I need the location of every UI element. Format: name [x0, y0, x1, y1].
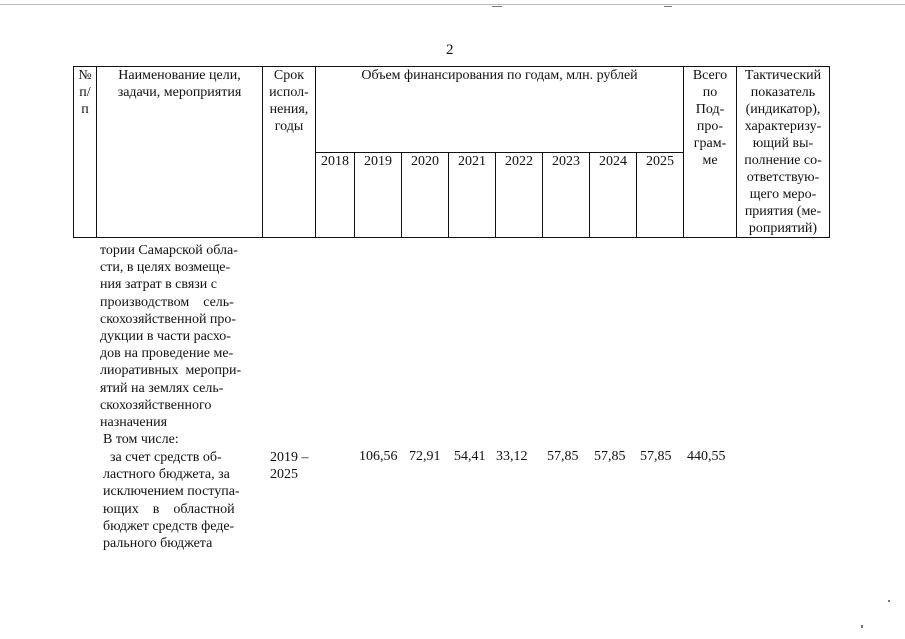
header-year: 2024 — [590, 152, 637, 238]
scan-artifact — [664, 6, 672, 7]
header-term: Срок испол- нения, годы — [263, 67, 316, 238]
table-header — [73, 66, 830, 238]
header-indicator: Тактический показатель (индикатор), характеризу- ющий вы- полнение со- ответствую- щего меро- приятия (ме- роприятий) — [737, 67, 830, 238]
header-year: 2025 — [637, 152, 684, 238]
value-2024: 57,85 — [594, 449, 626, 464]
header-year: 2018 — [316, 152, 355, 238]
scan-artifact — [888, 600, 890, 602]
value-2021: 54,41 — [454, 449, 486, 464]
value-2025: 57,85 — [640, 449, 672, 464]
header-total: Всего по Под- про- грам- ме — [684, 67, 737, 238]
header-year: 2020 — [402, 152, 449, 238]
continuation-text: тории Самарской обла- сти, в целях возмеще- ния затрат в связи с производством сель- скохозяйственной про- дукции в части расхо- дов на проведение ме- лиоративных меропри- ятий на землях сель- скохозяйственного назначения — [100, 243, 242, 431]
scan-edge-line — [0, 4, 905, 5]
value-2022: 33,12 — [496, 449, 528, 464]
scan-artifact — [492, 6, 502, 7]
header-name: Наименование цели, задачи, мероприятия — [97, 67, 263, 238]
including-label: В том числе: — [103, 432, 179, 447]
value-2019: 106,56 — [359, 449, 398, 464]
header-year: 2022 — [496, 152, 543, 238]
header-number: № п/п — [74, 67, 97, 238]
value-total: 440,55 — [687, 449, 726, 464]
value-2020: 72,91 — [409, 449, 441, 464]
scan-artifact — [861, 625, 863, 628]
header-year: 2019 — [355, 152, 402, 238]
row-name: за счет средств об- ластного бюджета, за исключением поступа- ющих в областной бюджет средств феде- рального бюджета — [103, 450, 240, 552]
header-funding: Объем финансирования по годам, млн. рублей — [316, 67, 684, 153]
row-term: 2019 – 2025 — [270, 450, 309, 483]
header-year: 2023 — [543, 152, 590, 238]
page-number: 2 — [446, 42, 454, 58]
header-year: 2021 — [449, 152, 496, 238]
value-2023: 57,85 — [547, 449, 579, 464]
